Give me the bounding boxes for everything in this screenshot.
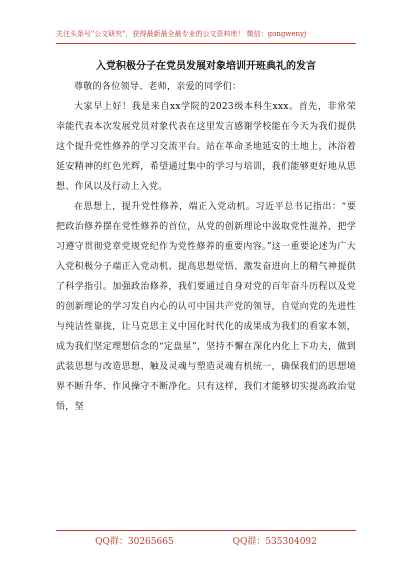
header-note: 关注头条号"公文研究"，获得最新最全最专业的公文资料库！ 微信：gongwenyj (56, 30, 307, 38)
footer-qq-group-1: QQ群：30265665 (95, 537, 174, 547)
document-body (56, 77, 356, 417)
paragraph-intro: 大家早上好！我是来自xx学院的2023级本科生xxx。首先，非常荣幸能代表本次发展党员对象代表在这里发言感谢学校能在今天为我们提供这个提升党性修养的学习交流平台。站在革命圣地延安的土地上，沐浴着延安精神的红色光辉，希望通过集中的学习与培训，我们能够更好地从思想、作风以及行动上入党。 (56, 102, 356, 192)
footer-divider (56, 530, 356, 531)
page-footer (56, 536, 356, 548)
salutation: 尊敬的各位领导、老师，亲爱的同学们： (74, 82, 242, 92)
document-title: 入党积极分子在党员发展对象培训开班典礼的发言 (96, 61, 316, 72)
header-divider (56, 43, 356, 44)
paragraph-thought: 在思想上，提升党性修养，端正入党动机。习近平总书记指出：“要把政治修养摆在党性修养的首位，从党的创新理论中汲取党性滋养，把学习遵守贯彻党章党规党纪作为党性修养的重要内容。”这一重要论述为广大入党积极分子端正入党动机、提高思想觉悟、激发奋进向上的精气神提供了科学指引。加强政治修养，我们要通过自身对党的百年奋斗历程以及党的创新理论的学习发自内心的认可中国共产党的领导，自觉向党的先进性与纯洁性靠拢，让马克思主义中国化时代化的成果成为我们的看家本领，成为我们坚定理想信念的“定盘星”，坚持不懈在深化内化上下功夫，做到武装思想与改造思想、触及灵魂与塑造灵魂有机统一，确保我们的思想境界不断升华、作风操守不断净化。只有这样，我们才能够切实提高政治觉悟，坚 (56, 202, 356, 412)
footer-qq-group-2: QQ群：535304092 (232, 537, 317, 547)
